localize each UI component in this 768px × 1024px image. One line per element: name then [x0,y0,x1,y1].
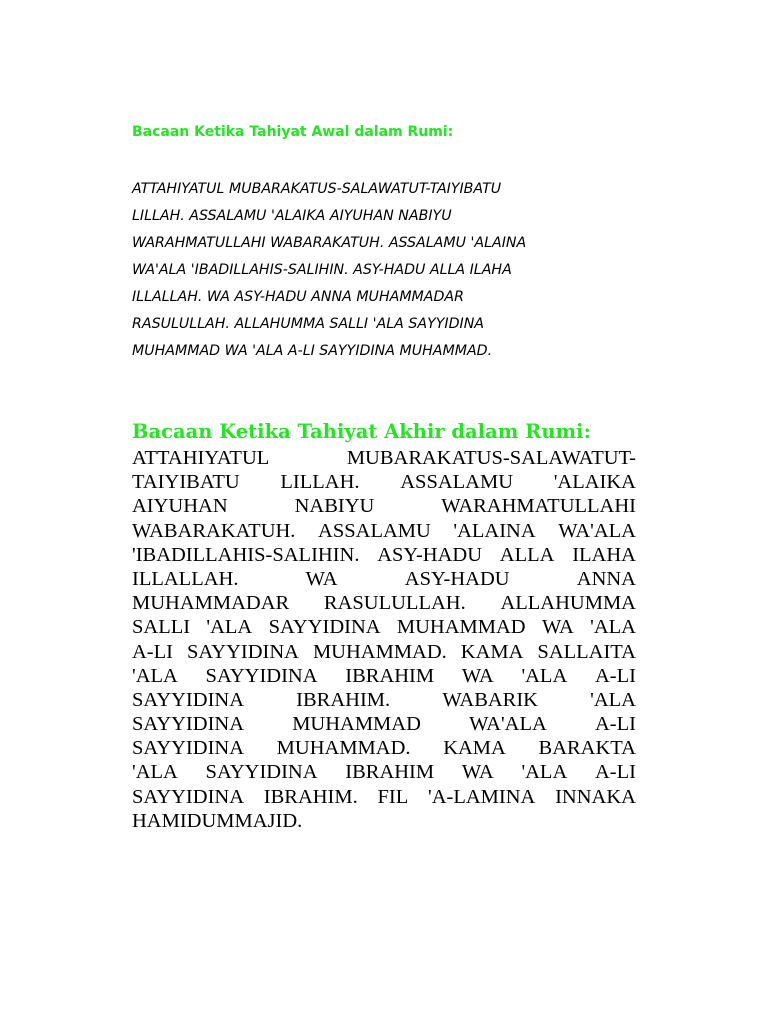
text-word: 'ALA [206,616,253,639]
text-word: KAMA [460,640,524,663]
text-word: SALLI [132,616,191,639]
text-line [132,736,636,760]
text-word: 'IBADILLAHIS-SALIHIN. [132,543,360,566]
text-line: WARAHMATULLAHI WABARAKATUH. ASSALAMU 'ALAINA [132,235,527,251]
text-word: MUBARAKATUS-SALAWATUT- [346,447,636,469]
text-line [132,446,636,470]
text-word: IBRAHIM. [296,688,391,711]
text-word: WABARAKATUH. [132,519,296,542]
text-word: SAYYIDINA [132,785,244,808]
text-word: TAIYIBATU [132,471,240,494]
text-word: ASY-HADU [404,567,510,590]
text-word: 'ALA [132,664,178,687]
text-word: 'ALA [590,688,636,711]
text-word: SAYYIDINA [205,761,318,784]
text-line [132,494,636,518]
text-word: MUHAMMAD [396,616,526,639]
text-word: WA [305,567,338,590]
text-line [132,785,636,809]
text-word: ALLAHUMMA [500,592,636,615]
text-word: ANNA [576,567,636,590]
text-line [132,615,636,639]
text-word: MUHAMMAD. [276,737,411,760]
text-word: ILAHA [572,543,636,566]
text-word: HAMIDUMMAJID. [132,809,303,832]
text-line [132,809,636,833]
text-word: SAYYIDINA [132,713,244,736]
tahiyat-awal-text [132,176,632,365]
text-line [132,591,636,615]
text-word: ASSALAMU [400,471,514,494]
text-line [132,664,636,688]
text-word: 'ALAIKA [553,471,636,494]
text-word: ATTAHIYATUL [132,447,270,469]
text-word: 'ALAINA [453,519,536,542]
text-word: SALLAITA [537,640,636,663]
text-word: IBRAHIM [345,761,435,784]
text-word: RASULULLAH. [323,592,466,615]
text-word: SAYYIDINA [205,664,318,687]
text-line [132,640,636,664]
text-word: 'ALA [521,761,568,784]
text-word: ALLA [499,543,555,566]
text-line [132,688,636,712]
text-word: LILLAH. [280,471,360,494]
text-line [132,567,636,591]
text-word: SAYYIDINA [132,688,244,711]
text-word: SAYYIDINA [132,737,244,760]
text-word: 'ALA [521,664,568,687]
text-line [132,519,636,543]
text-line: ATTAHIYATUL MUBARAKATUS-SALAWATUT-TAIYIBATU [132,181,502,197]
text-word: WARAHMATULLAHI [441,495,636,518]
text-word: NABIYU [294,495,375,518]
text-word: ILLALLAH. [132,567,239,590]
text-word: A-LI [594,664,636,687]
text-word: IBRAHIM. [263,785,358,808]
text-word: SAYYIDINA [268,616,381,639]
text-line: ILLALLAH. WA ASY-HADU ANNA MUHAMMADAR [132,289,464,305]
text-word: WA [541,616,574,639]
tahiyat-akhir-heading: Bacaan Ketika Tahiyat Akhir dalam Rumi: [132,420,591,443]
text-word: AIYUHAN [132,495,228,518]
text-line: WA'ALA 'IBADILLAHIS-SALIHIN. ASY-HADU ALLA ILAHA [132,262,512,278]
text-line: RASULULLAH. ALLAHUMMA SALLI 'ALA SAYYIDINA [132,316,485,332]
text-word: ASY-HADU [377,543,483,566]
text-line [132,760,636,784]
tahiyat-awal-heading: Bacaan Ketika Tahiyat Awal dalam Rumi: [132,124,454,140]
text-word: A-LI [594,761,636,784]
text-word: WA'ALA [469,713,547,736]
text-line [132,543,636,567]
text-word: 'ALA [132,761,178,784]
text-word: 'ALA [590,616,636,639]
text-word: A-LI [595,713,636,736]
text-word: FIL [377,785,409,808]
text-word: WABARIK [442,688,538,711]
tahiyat-akhir-text [132,446,636,833]
text-word: MUHAMMAD [292,713,421,736]
text-word: A-LI [132,640,173,663]
text-word: MUHAMMAD. [312,640,447,663]
text-word: WA [461,664,494,687]
text-word: WA [461,761,494,784]
text-word: SAYYIDINA [186,640,299,663]
text-word: KAMA [443,737,506,760]
text-word: 'A-LAMINA [428,785,536,808]
text-word: MUHAMMADAR [132,592,290,615]
text-line [132,712,636,736]
text-word: ASSALAMU [318,519,431,542]
text-word: WA'ALA [558,519,636,542]
text-word: BARAKTA [538,737,636,760]
text-line [132,470,636,494]
text-word: IBRAHIM [345,664,435,687]
text-word: INNAKA [555,785,636,808]
text-line: MUHAMMAD WA 'ALA A-LI SAYYIDINA MUHAMMAD. [132,343,493,359]
text-line: LILLAH. ASSALAMU 'ALAIKA AIYUHAN NABIYU [132,208,452,224]
